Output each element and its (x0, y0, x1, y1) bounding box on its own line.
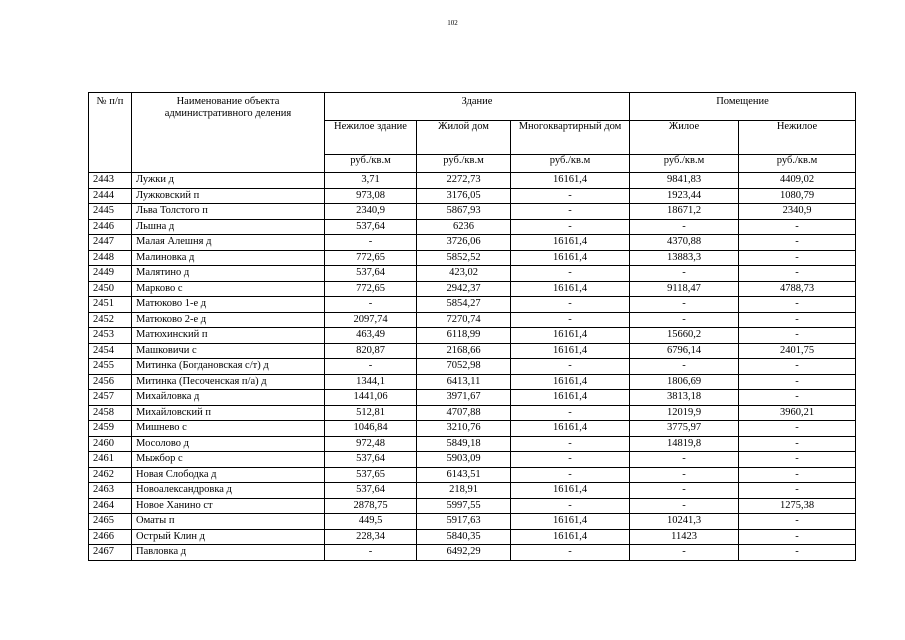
cell-apartment-building: 16161,4 (511, 173, 630, 189)
cell-nonresidential-building: 772,65 (325, 281, 417, 297)
cell-residential-house: 7052,98 (417, 359, 511, 375)
table-row (89, 188, 856, 204)
cell-nonresidential-building: - (325, 545, 417, 561)
cell-nonresidential-building: 2878,75 (325, 498, 417, 514)
cell-residential-premises: - (630, 498, 739, 514)
cell-residential-house: 6118,99 (417, 328, 511, 344)
cell-nonresidential-premises: - (739, 250, 856, 266)
table-row (89, 374, 856, 390)
header-unit: руб./кв.м (325, 155, 417, 173)
cell-residential-premises: - (630, 467, 739, 483)
cell-nonresidential-premises: - (739, 235, 856, 251)
cell-apartment-building: - (511, 266, 630, 282)
cell-residential-house: 3210,76 (417, 421, 511, 437)
header-group-premises: Помещение (630, 93, 856, 121)
cell-residential-premises: 1923,44 (630, 188, 739, 204)
cell-residential-house: 5917,63 (417, 514, 511, 530)
cell-residential-premises: - (630, 483, 739, 499)
header-residential-house: Жилой дом (417, 121, 511, 155)
cell-nonresidential-building: 3,71 (325, 173, 417, 189)
row-number: 2446 (89, 219, 132, 235)
row-name: Митинка (Песоченская п/а) д (132, 374, 325, 390)
row-number: 2445 (89, 204, 132, 220)
cell-residential-premises: 18671,2 (630, 204, 739, 220)
cell-apartment-building: - (511, 498, 630, 514)
table-row (89, 529, 856, 545)
row-number: 2465 (89, 514, 132, 530)
cell-residential-house: 2272,73 (417, 173, 511, 189)
cell-nonresidential-premises: 1275,38 (739, 498, 856, 514)
cell-nonresidential-building: 537,64 (325, 483, 417, 499)
cell-residential-premises: 3775,97 (630, 421, 739, 437)
cell-nonresidential-building: 228,34 (325, 529, 417, 545)
row-number: 2464 (89, 498, 132, 514)
header-unit: руб./кв.м (511, 155, 630, 173)
row-number: 2459 (89, 421, 132, 437)
row-number: 2456 (89, 374, 132, 390)
row-name: Малятино д (132, 266, 325, 282)
row-name: Матюхинский п (132, 328, 325, 344)
row-number: 2450 (89, 281, 132, 297)
cell-residential-house: 4707,88 (417, 405, 511, 421)
header-unit: руб./кв.м (739, 155, 856, 173)
row-name: Машковичи с (132, 343, 325, 359)
header-group-building: Здание (325, 93, 630, 121)
row-number: 2455 (89, 359, 132, 375)
cell-residential-premises: 1806,69 (630, 374, 739, 390)
cell-nonresidential-building: 820,87 (325, 343, 417, 359)
cell-nonresidential-premises: - (739, 467, 856, 483)
cell-apartment-building: - (511, 204, 630, 220)
cell-apartment-building: 16161,4 (511, 421, 630, 437)
row-name: Новая Слободка д (132, 467, 325, 483)
cell-nonresidential-building: 772,65 (325, 250, 417, 266)
row-name: Оматы п (132, 514, 325, 530)
cell-residential-house: 7270,74 (417, 312, 511, 328)
cell-residential-premises: 9841,83 (630, 173, 739, 189)
table-row (89, 343, 856, 359)
row-name: Михайловский п (132, 405, 325, 421)
table-row (89, 421, 856, 437)
row-number: 2463 (89, 483, 132, 499)
cell-nonresidential-building: - (325, 297, 417, 313)
table-row (89, 312, 856, 328)
cell-residential-house: 218,91 (417, 483, 511, 499)
cell-residential-house: 2168,66 (417, 343, 511, 359)
cell-nonresidential-building: 512,81 (325, 405, 417, 421)
cell-nonresidential-building: 449,5 (325, 514, 417, 530)
header-unit: руб./кв.м (630, 155, 739, 173)
cell-nonresidential-premises: - (739, 359, 856, 375)
cell-nonresidential-premises: - (739, 421, 856, 437)
row-number: 2467 (89, 545, 132, 561)
row-name: Марково с (132, 281, 325, 297)
cell-nonresidential-building: 537,64 (325, 266, 417, 282)
row-name: Острый Клин д (132, 529, 325, 545)
cell-nonresidential-premises: - (739, 328, 856, 344)
cell-nonresidential-premises: 4409,02 (739, 173, 856, 189)
cell-apartment-building: 16161,4 (511, 235, 630, 251)
cell-nonresidential-premises: - (739, 297, 856, 313)
cell-residential-house: 5852,52 (417, 250, 511, 266)
cell-residential-premises: 9118,47 (630, 281, 739, 297)
cell-residential-premises: 12019,9 (630, 405, 739, 421)
cell-residential-house: 423,02 (417, 266, 511, 282)
cell-nonresidential-premises: 3960,21 (739, 405, 856, 421)
header-residential-premises: Жилое (630, 121, 739, 155)
row-number: 2447 (89, 235, 132, 251)
cell-residential-premises: - (630, 359, 739, 375)
row-name: Льшна д (132, 219, 325, 235)
row-name: Мыжбор с (132, 452, 325, 468)
row-name: Малая Алешня д (132, 235, 325, 251)
table-row (89, 281, 856, 297)
cell-nonresidential-building: 537,65 (325, 467, 417, 483)
row-number: 2448 (89, 250, 132, 266)
table-row (89, 467, 856, 483)
cell-residential-premises: 13883,3 (630, 250, 739, 266)
row-name: Новое Ханино ст (132, 498, 325, 514)
cell-residential-premises: - (630, 219, 739, 235)
table-row (89, 359, 856, 375)
cell-residential-house: 5997,55 (417, 498, 511, 514)
table-body (89, 173, 856, 561)
header-col-name: Наименование объекта административного деления (132, 93, 325, 173)
table-row (89, 328, 856, 344)
tax-rate-table (88, 92, 856, 561)
header-nonresidential-building: Нежилое здание (325, 121, 417, 155)
row-name: Лужки д (132, 173, 325, 189)
header-unit: руб./кв.м (417, 155, 511, 173)
table-row (89, 514, 856, 530)
row-number: 2460 (89, 436, 132, 452)
row-number: 2461 (89, 452, 132, 468)
row-name: Малиновка д (132, 250, 325, 266)
row-number: 2458 (89, 405, 132, 421)
cell-residential-house: 5867,93 (417, 204, 511, 220)
row-number: 2453 (89, 328, 132, 344)
table-row (89, 204, 856, 220)
cell-nonresidential-building: 973,08 (325, 188, 417, 204)
cell-nonresidential-building: 972,48 (325, 436, 417, 452)
cell-nonresidential-premises: - (739, 266, 856, 282)
cell-nonresidential-premises: 2340,9 (739, 204, 856, 220)
cell-nonresidential-premises: 2401,75 (739, 343, 856, 359)
cell-apartment-building: 16161,4 (511, 343, 630, 359)
cell-residential-premises: 6796,14 (630, 343, 739, 359)
cell-residential-premises: 15660,2 (630, 328, 739, 344)
cell-residential-house: 5840,35 (417, 529, 511, 545)
cell-apartment-building: - (511, 452, 630, 468)
cell-apartment-building: 16161,4 (511, 281, 630, 297)
cell-apartment-building: - (511, 219, 630, 235)
cell-apartment-building: - (511, 312, 630, 328)
row-name: Митинка (Богдановская с/т) д (132, 359, 325, 375)
cell-nonresidential-building: 537,64 (325, 452, 417, 468)
cell-residential-premises: 14819,8 (630, 436, 739, 452)
row-name: Новоалександровка д (132, 483, 325, 499)
table-row (89, 498, 856, 514)
cell-nonresidential-building: 2340,9 (325, 204, 417, 220)
cell-nonresidential-premises: 1080,79 (739, 188, 856, 204)
header-col-num: № п/п (89, 93, 132, 173)
table-row (89, 452, 856, 468)
cell-nonresidential-premises: 4788,73 (739, 281, 856, 297)
table-row (89, 173, 856, 189)
cell-nonresidential-premises: - (739, 219, 856, 235)
cell-residential-house: 5849,18 (417, 436, 511, 452)
row-number: 2466 (89, 529, 132, 545)
cell-apartment-building: 16161,4 (511, 529, 630, 545)
header-nonresidential-premises: Нежилое (739, 121, 856, 155)
cell-nonresidential-premises: - (739, 436, 856, 452)
cell-apartment-building: - (511, 188, 630, 204)
cell-apartment-building: 16161,4 (511, 483, 630, 499)
cell-residential-premises: - (630, 452, 739, 468)
table-row (89, 390, 856, 406)
table-row (89, 405, 856, 421)
cell-nonresidential-premises: - (739, 529, 856, 545)
cell-residential-house: 6236 (417, 219, 511, 235)
row-name: Льва Толстого п (132, 204, 325, 220)
cell-nonresidential-premises: - (739, 483, 856, 499)
cell-residential-premises: - (630, 297, 739, 313)
cell-apartment-building: 16161,4 (511, 514, 630, 530)
table-row (89, 235, 856, 251)
cell-residential-house: 6413,11 (417, 374, 511, 390)
table-row (89, 483, 856, 499)
cell-nonresidential-premises: - (739, 312, 856, 328)
row-name: Матюково 2-е д (132, 312, 325, 328)
cell-residential-premises: - (630, 312, 739, 328)
cell-residential-house: 2942,37 (417, 281, 511, 297)
cell-nonresidential-building: 1046,84 (325, 421, 417, 437)
row-number: 2462 (89, 467, 132, 483)
row-name: Мишнево с (132, 421, 325, 437)
cell-nonresidential-premises: - (739, 374, 856, 390)
cell-apartment-building: - (511, 359, 630, 375)
row-number: 2451 (89, 297, 132, 313)
cell-apartment-building: - (511, 405, 630, 421)
row-name: Мосолово д (132, 436, 325, 452)
page-number: 102 (447, 19, 458, 27)
row-name: Павловка д (132, 545, 325, 561)
cell-residential-premises: 3813,18 (630, 390, 739, 406)
cell-residential-premises: 4370,88 (630, 235, 739, 251)
cell-apartment-building: - (511, 467, 630, 483)
cell-apartment-building: - (511, 436, 630, 452)
cell-apartment-building: 16161,4 (511, 328, 630, 344)
row-number: 2444 (89, 188, 132, 204)
cell-residential-premises: - (630, 545, 739, 561)
cell-nonresidential-premises: - (739, 514, 856, 530)
cell-nonresidential-building: - (325, 235, 417, 251)
row-name: Михайловка д (132, 390, 325, 406)
cell-nonresidential-building: 537,64 (325, 219, 417, 235)
header-apartment-building: Многоквартирный дом (511, 121, 630, 155)
cell-nonresidential-premises: - (739, 390, 856, 406)
cell-nonresidential-building: 1344,1 (325, 374, 417, 390)
cell-residential-house: 5903,09 (417, 452, 511, 468)
table-row (89, 266, 856, 282)
cell-residential-premises: - (630, 266, 739, 282)
row-name: Матюково 1-е д (132, 297, 325, 313)
cell-nonresidential-building: - (325, 359, 417, 375)
cell-apartment-building: 16161,4 (511, 390, 630, 406)
row-number: 2452 (89, 312, 132, 328)
row-number: 2457 (89, 390, 132, 406)
cell-nonresidential-premises: - (739, 452, 856, 468)
cell-residential-premises: 10241,3 (630, 514, 739, 530)
cell-apartment-building: - (511, 545, 630, 561)
cell-apartment-building: 16161,4 (511, 374, 630, 390)
row-number: 2454 (89, 343, 132, 359)
cell-nonresidential-premises: - (739, 545, 856, 561)
cell-nonresidential-building: 2097,74 (325, 312, 417, 328)
cell-residential-house: 5854,27 (417, 297, 511, 313)
row-number: 2443 (89, 173, 132, 189)
table-row (89, 436, 856, 452)
cell-residential-house: 6143,51 (417, 467, 511, 483)
cell-apartment-building: - (511, 297, 630, 313)
cell-residential-house: 3971,67 (417, 390, 511, 406)
cell-nonresidential-building: 463,49 (325, 328, 417, 344)
cell-apartment-building: 16161,4 (511, 250, 630, 266)
cell-residential-premises: 11423 (630, 529, 739, 545)
cell-residential-house: 6492,29 (417, 545, 511, 561)
table-row (89, 545, 856, 561)
cell-residential-house: 3176,05 (417, 188, 511, 204)
table-row (89, 219, 856, 235)
row-number: 2449 (89, 266, 132, 282)
cell-nonresidential-building: 1441,06 (325, 390, 417, 406)
table-row (89, 250, 856, 266)
table-row (89, 297, 856, 313)
cell-residential-house: 3726,06 (417, 235, 511, 251)
row-name: Лужковский п (132, 188, 325, 204)
